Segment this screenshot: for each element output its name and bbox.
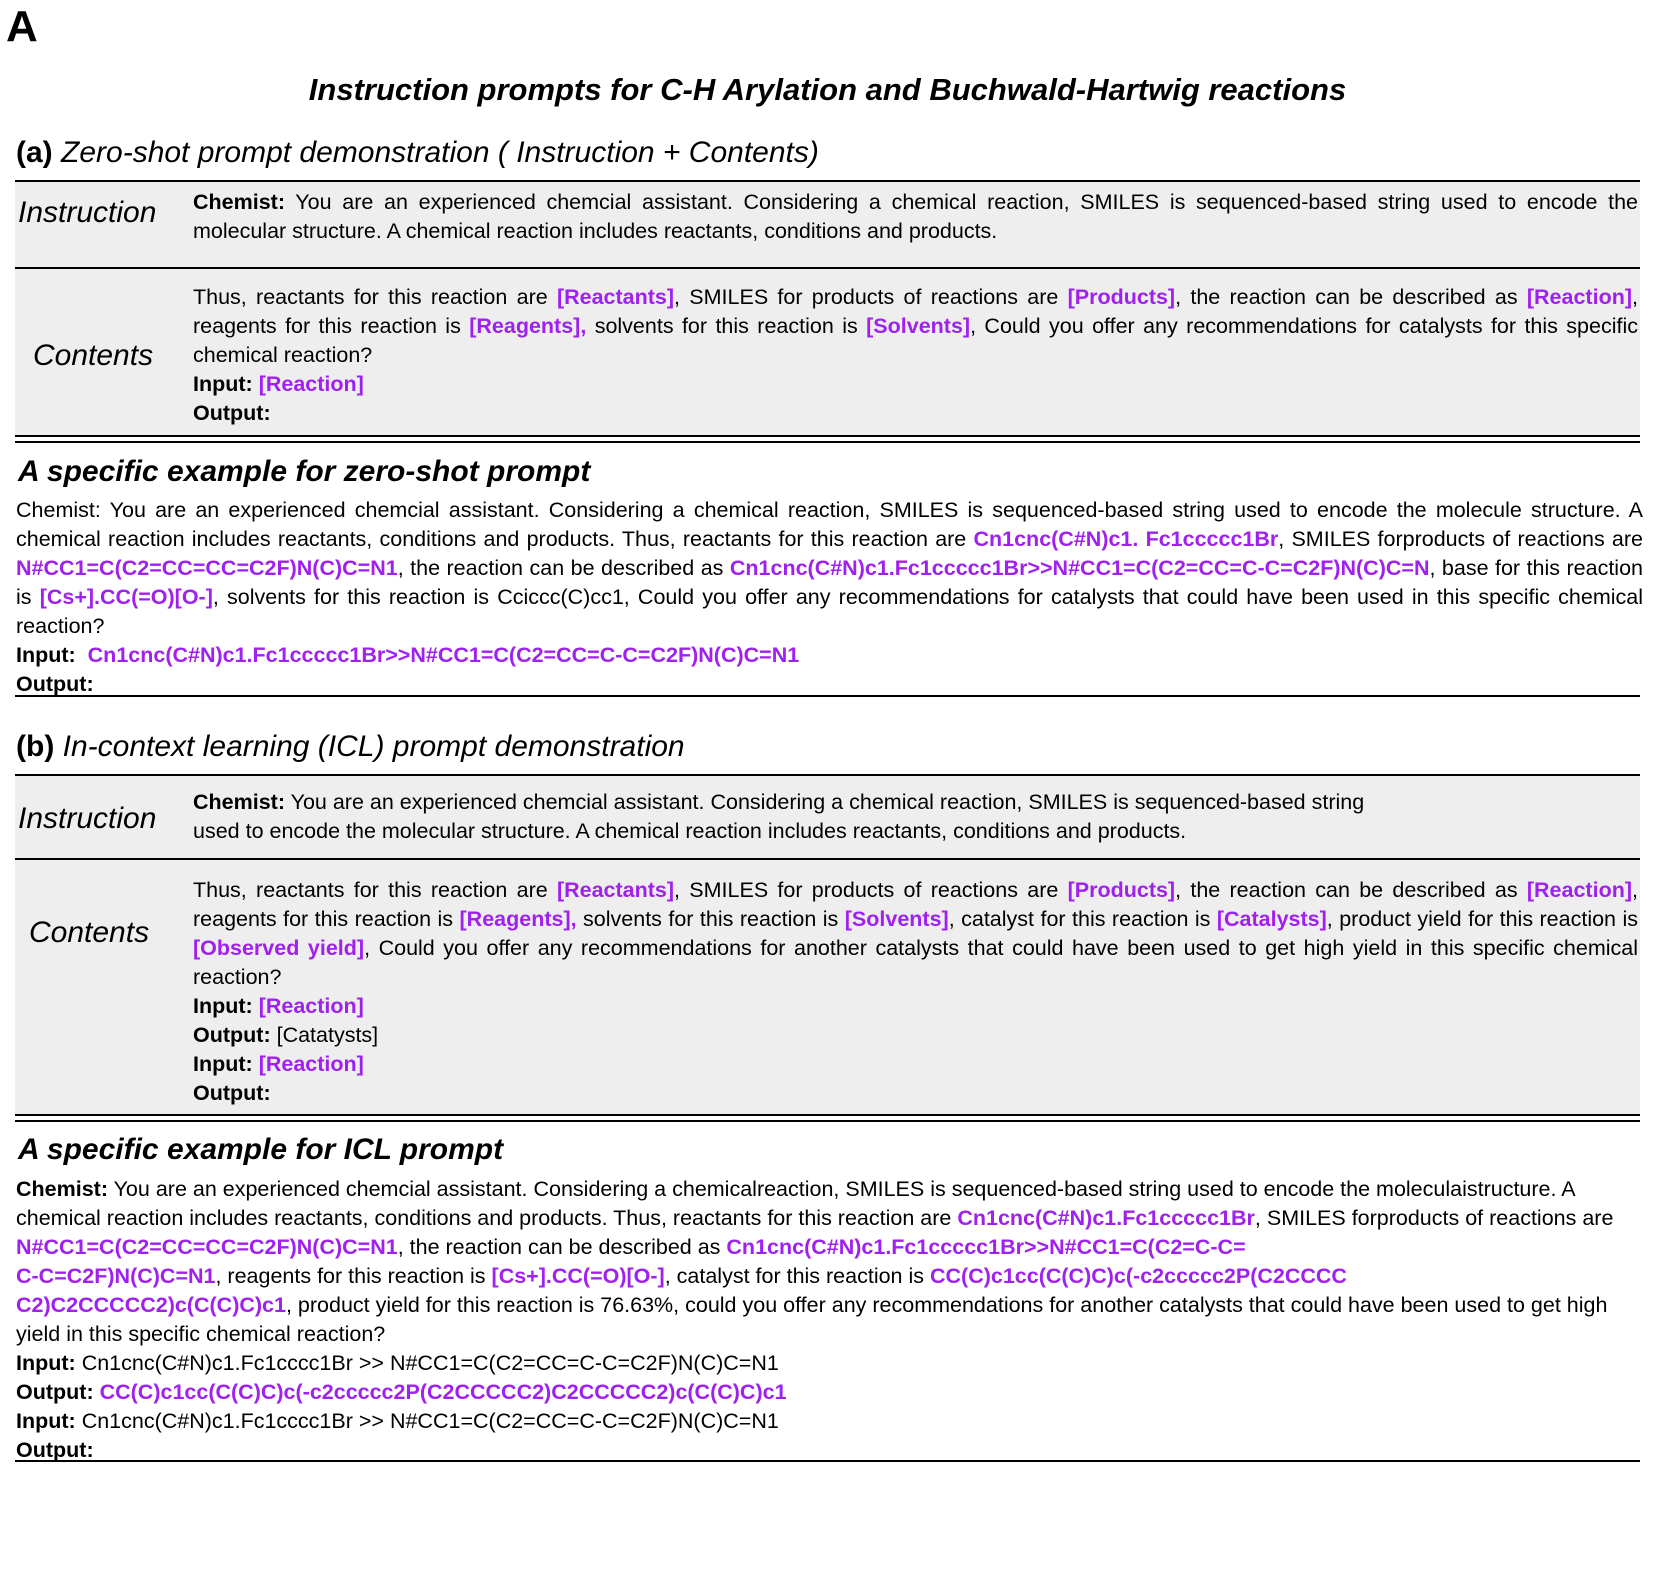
icl-instruction-text: Chemist: You are an experienced chemcial assistant. Considering a chemical reaction, SMILES is sequenced-based string used to encode the molecular structure. A chemical reaction includes reactants, conditions and products. (193, 790, 1365, 843)
zero-shot-heading-label: (a) (16, 136, 53, 169)
icl-double-rule-2 (15, 1120, 1640, 1122)
zero-shot-contents-text: Thus, reactants for this reaction are [Reactants], SMILES for products of reactions are [Products], the reaction can be described as [Reaction], reagents for this reaction is [Reagents], solvents for this reaction is [Solvents], Could you offer any recommendations for catalysts for this specific chemical reaction? Input: [Reaction] Output: (193, 285, 1638, 425)
panel-letter: A (6, 2, 38, 51)
zero-shot-contents-row (15, 269, 1640, 435)
zero-shot-double-rule-1 (15, 435, 1640, 437)
icl-contents-label: Contents (29, 916, 150, 949)
icl-instruction-row (15, 776, 1640, 858)
icl-heading-text: In-context learning (ICL) prompt demonstration (62, 730, 685, 763)
icl-example-title: A specific example for ICL prompt (18, 1133, 504, 1166)
zero-shot-double-rule-2 (15, 441, 1640, 443)
zero-shot-instruction-label: Instruction (18, 196, 157, 229)
zero-shot-example-title: A specific example for zero-shot prompt (18, 455, 591, 488)
zero-shot-heading-text: Zero-shot prompt demonstration ( Instruction + Contents) (61, 136, 819, 169)
icl-contents-row (15, 860, 1640, 1114)
icl-contents-text: Thus, reactants for this reaction are [Reactants], SMILES for products of reactions are [Products], the reaction can be described as [Reaction], reagents for this reaction is [Reagents], solvents for this reaction is [Solvents], catalyst for this reaction is [Catalysts], product yield for this reaction is [Observed yield], Could you offer any recommendations for another catalysts that could have been used to get high yield in this specific chemical reaction? Input: [Reaction] Output: [Catatysts] Input: [Reaction] Output: (193, 878, 1638, 1105)
icl-instruction-label: Instruction (18, 802, 157, 835)
zero-shot-instruction-row (15, 182, 1640, 267)
icl-double-rule-1 (15, 1114, 1640, 1116)
zero-shot-heading (16, 136, 819, 170)
zero-shot-instruction-text: Chemist: You are an experienced chemcial assistant. Considering a chemical reaction, SMILES is sequenced-based string used to encode the molecular structure. A chemical reaction includes reactants, conditions and products. (193, 190, 1638, 243)
icl-heading (16, 730, 685, 764)
zero-shot-contents-label: Contents (33, 339, 154, 372)
icl-example-bottom-rule (15, 1460, 1640, 1462)
icl-heading-label: (b) (16, 730, 55, 763)
icl-example-body: Chemist: You are an experienced chemcial assistant. Considering a chemicalreaction, SMILES is sequenced-based string used to encode the moleculaistructure. A chemical reaction includes reactants, conditions and products. Thus, reactants for this reaction are Cn1cnc(C#N)c1.Fc1ccccc1Br, SMILES forproducts of reactions are N#CC1=C(C2=CC=CC=C2F)N(C)C=N1, the reaction can be described as Cn1cnc(C#N)c1.Fc1ccccc1Br>>N#CC1=C(C2=C-C= C-C=C2F)N(C)C=N1, reagents for this reaction is [Cs+].CC(=O)[O-], catalyst for this reaction is CC(C)c1cc(C(C)C)c(-c2ccccc2P(C2CCCC C2)C2CCCCC2)c(C(C)C)c1, product yield for this reaction is 76.63%, could you offer any recommendations for another catalysts that could have been used to get high yield in this specific chemical reaction? Input: Cn1cnc(C#N)c1.Fc1cccc1Br >> N#CC1=C(C2=CC=C-C=C2F)N(C)C=N1 Output: CC(C)c1cc(C(C)C)c(-c2ccccc2P(C2CCCCC2)C2CCCCC2)c(C(C)C)c1 Input: Cn1cnc(C#N)c1.Fc1cccc1Br >> N#CC1=C(C2=CC=C-C=C2F)N(C)C=N1 Output: (16, 1177, 1614, 1462)
figure-title: Instruction prompts for C-H Arylation and Buchwald-Hartwig reactions (308, 72, 1347, 107)
zero-shot-example-bottom-rule (15, 695, 1640, 697)
zero-shot-example-body: Chemist: You are an experienced chemcial assistant. Considering a chemical reaction, SMILES is sequenced-based string used to encode the molecule structure. A chemical reaction includes reactants, conditions and products. Thus, reactants for this reaction are Cn1cnc(C#N)c1. Fc1ccccc1Br, SMILES forproducts of reactions are N#CC1=C(C2=CC=CC=C2F)N(C)C=N1, the reaction can be described as Cn1cnc(C#N)c1.Fc1ccccc1Br>>N#CC1=C(C2=CC=C-C=C2F)N(C)C=N, base for this reaction is [Cs+].CC(=O)[O-], solvents for this reaction is Cciccc(C)cc1, Could you offer any recommendations for catalysts that could have been used in this specific chemical reaction? Input: Cn1cnc(C#N)c1.Fc1ccccc1Br>>N#CC1=C(C2=CC=C-C=C2F)N(C)C=N1 Output: (16, 498, 1643, 696)
